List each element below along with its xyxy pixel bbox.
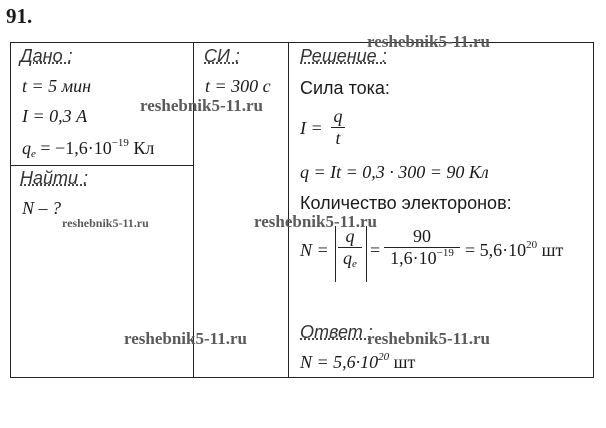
- answer-line: $N = 5,6\cdot 10^{20}$ шт: [300, 351, 416, 372]
- given-current: I = 0,3 А: [22, 106, 88, 126]
- column-divider-si: [288, 42, 289, 378]
- fraction-numerator: q: [333, 106, 343, 126]
- column-divider-given: [193, 42, 194, 378]
- watermark: reshebnik5-11.ru: [367, 329, 490, 348]
- electron-formula-equals: =: [370, 240, 381, 260]
- problem-number: 91.: [6, 4, 33, 28]
- watermark: reshebnik5-11.ru: [124, 329, 247, 348]
- current-label: Сила тока:: [300, 78, 390, 98]
- watermark: reshebnik5-11.ru: [254, 212, 377, 231]
- solution-header: Решение :: [300, 46, 387, 66]
- watermark: reshebnik5-11.ru: [367, 32, 490, 51]
- current-formula-fraction: [331, 106, 345, 149]
- given-time: t = 5 мин: [22, 76, 92, 96]
- answer-header: Ответ :: [300, 322, 373, 342]
- si-time: t = 300 с: [205, 76, 271, 96]
- electron-formula-lhs: N =: [300, 240, 329, 260]
- si-header: СИ :: [204, 46, 240, 66]
- charge-calculation: q = It = 0,3 · 300 = 90 Кл: [300, 162, 489, 182]
- charge-ratio-fraction: q $q_e$: [338, 226, 362, 269]
- numeric-fraction: 90 $1,6\cdot 10^{-19}$: [384, 226, 460, 269]
- find-unknown: N – ?: [22, 198, 62, 218]
- row-divider-find: [10, 165, 193, 166]
- current-formula-lhs: I =: [300, 118, 323, 138]
- fraction-denominator: t: [335, 128, 341, 148]
- watermark: reshebnik5-11.ru: [140, 96, 263, 115]
- given-electron-charge: $q_e = -1,6\cdot 10^{-19}$ Кл: [22, 137, 155, 160]
- watermark: reshebnik5-11.ru: [62, 216, 149, 230]
- find-header: Найти :: [20, 168, 89, 188]
- electron-count-label: Количество электоронов:: [300, 193, 512, 213]
- given-header: Дано :: [20, 46, 73, 66]
- electron-count-result: = $5,6\cdot 10^{20}$ шт: [465, 239, 564, 260]
